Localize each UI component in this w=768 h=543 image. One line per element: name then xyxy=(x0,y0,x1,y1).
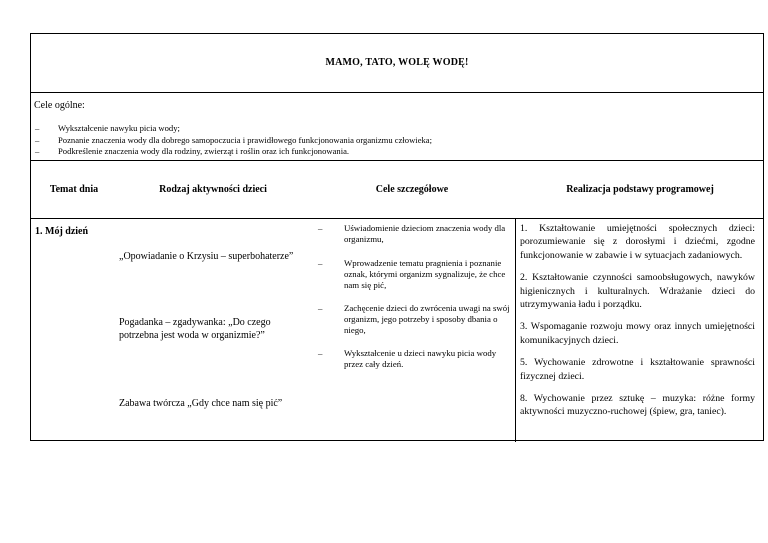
curriculum-item: 2. Kształtowanie czynności samoobsługowych, nawyków higienicznych i kulturalnych. Wdrażanie dzieci do utrzymywania ładu i porządku. xyxy=(520,272,755,311)
column-header-day: Temat dnia xyxy=(49,184,99,195)
divider-title xyxy=(31,92,763,93)
list-item: – Wykształcenie nawyku picia wody; xyxy=(35,123,432,135)
curriculum-item: 8. Wychowanie przez sztukę – muzyka: różne formy aktywności muzyczno-ruchowej (śpiew, gra, taniec). xyxy=(520,393,755,418)
activity-story: „Opowiadanie o Krzysiu – superbohaterze” xyxy=(119,251,294,262)
column-header-curriculum: Realizacja podstawy programowej xyxy=(566,184,714,195)
specific-goals-list xyxy=(316,223,512,370)
list-item: – Wykształcenie u dzieci nawyku picia wody przez cały dzień. xyxy=(316,348,512,370)
column-header-activity: Rodzaj aktywności dzieci xyxy=(159,184,267,195)
divider-header xyxy=(31,218,763,219)
column-header-goals: Cele szczegółowe xyxy=(375,184,449,195)
curriculum-item: 1. Kształtowanie umiejętności społecznych dzieci: porozumiewanie się z dorosłymi i dziećmi, zgodne funkcjonowanie w zabawie i w sytuacjach zadaniowych. xyxy=(520,223,755,261)
lesson-plan-table xyxy=(30,33,764,441)
list-item: – Zachęcenie dzieci do zwrócenia uwagi na swój organizm, jego potrzeby i sposoby dbania o niego, xyxy=(316,303,512,336)
list-item: – Uświadomienie dzieciom znaczenia wody dla organizmu, xyxy=(316,223,512,245)
divider-goals xyxy=(31,160,763,161)
general-goals-heading: Cele ogólne: xyxy=(34,100,85,111)
day-topic: 1. Mój dzień xyxy=(35,226,89,237)
curriculum-item: 5. Wychowanie zdrowotne i kształtowanie sprawności fizycznej dzieci. xyxy=(520,357,755,382)
list-item: – Wprowadzenie tematu pragnienia i poznanie oznak, którymi organizm sygnalizuje, że chce nam się pić, xyxy=(316,258,512,291)
list-item: – Podkreślenie znaczenia wody dla rodziny, zwierząt i roślin oraz ich funkcjonowania. xyxy=(35,146,432,158)
page-title: MAMO, TATO, WOLĘ WODĘ! xyxy=(325,57,469,68)
list-item: – Poznanie znaczenia wody dla dobrego samopoczucia i prawidłowego funkcjonowania organizmu człowieka; xyxy=(35,135,432,147)
activity-creative-play: Zabawa twórcza „Gdy chce nam się pić” xyxy=(119,398,283,409)
column-divider xyxy=(515,218,516,442)
general-goals-list xyxy=(35,123,432,158)
activity-talk: Pogadanka – zgadywanka: „Do czego potrzebna jest woda w organizmie?” xyxy=(119,317,271,341)
curriculum-item: 3. Wspomaganie rozwoju mowy oraz innych umiejętności komunikacyjnych dzieci. xyxy=(520,321,755,346)
core-curriculum xyxy=(520,222,755,419)
